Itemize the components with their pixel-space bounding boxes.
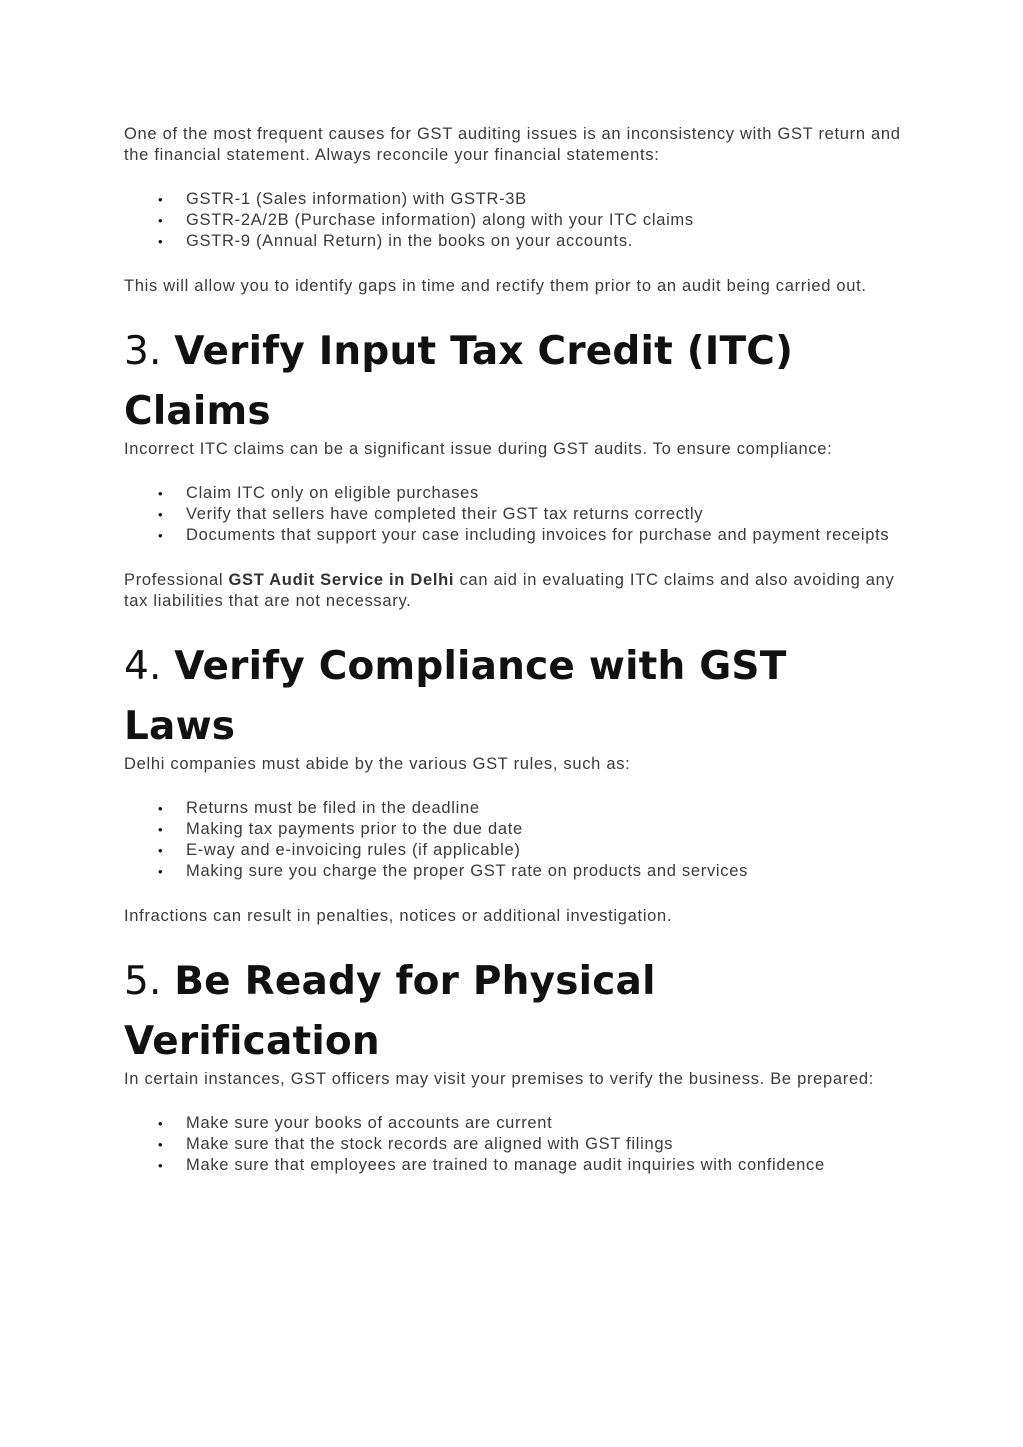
list-item: • GSTR-9 (Annual Return) in the books on your accounts. bbox=[158, 232, 634, 250]
bullet-icon: • bbox=[158, 822, 164, 837]
intro-closing-paragraph: This will allow you to identify gaps in time and rectify them prior to an audit being carried out. bbox=[124, 277, 867, 295]
list-item: • Making sure you charge the proper GST rate on products and services bbox=[158, 862, 749, 880]
intro-paragraph: One of the most frequent causes for GST auditing issues is an inconsistency with GST return and the financial statement. Always reconcile your financial statements: bbox=[124, 125, 901, 164]
list-item: • Make sure your books of accounts are current bbox=[158, 1114, 553, 1132]
document-page bbox=[124, 124, 909, 1200]
section-3-list bbox=[124, 483, 909, 546]
section-5-paragraph: In certain instances, GST officers may visit your premises to verify the business. Be prepared: bbox=[124, 1070, 875, 1088]
list-item: • Documents that support your case including invoices for purchase and payment receipts bbox=[158, 526, 890, 544]
section-4-heading bbox=[124, 637, 909, 757]
bullet-icon: • bbox=[158, 1137, 164, 1152]
section-5-list bbox=[124, 1113, 909, 1176]
list-item: • Claim ITC only on eligible purchases bbox=[158, 484, 479, 502]
list-item: • Making tax payments prior to the due date bbox=[158, 820, 523, 838]
gst-audit-service-highlight: GST Audit Service in Delhi bbox=[228, 571, 455, 589]
bullet-icon: • bbox=[158, 843, 164, 858]
bullet-icon: • bbox=[158, 507, 164, 522]
list-item: • E-way and e-invoicing rules (if applicable) bbox=[158, 841, 521, 859]
intro-list bbox=[124, 189, 909, 252]
section-number: 3. bbox=[124, 329, 162, 374]
section-4-closing-paragraph: Infractions can result in penalties, notices or additional investigation. bbox=[124, 907, 673, 925]
section-title: Verify Input Tax Credit (ITC) Claims bbox=[124, 329, 794, 434]
section-title: Verify Compliance with GST Laws bbox=[124, 644, 787, 749]
bullet-icon: • bbox=[158, 486, 164, 501]
section-number: 5. bbox=[124, 959, 162, 1004]
list-item: • Returns must be filed in the deadline bbox=[158, 799, 480, 817]
section-4-list bbox=[124, 798, 909, 882]
bullet-icon: • bbox=[158, 234, 164, 249]
section-3-heading bbox=[124, 322, 909, 442]
section-number: 4. bbox=[124, 644, 162, 689]
section-3-paragraph: Incorrect ITC claims can be a significant issue during GST audits. To ensure compliance: bbox=[124, 440, 833, 458]
list-item: • GSTR-1 (Sales information) with GSTR-3B bbox=[158, 190, 527, 208]
bullet-icon: • bbox=[158, 213, 164, 228]
list-item: • Make sure that the stock records are aligned with GST filings bbox=[158, 1135, 674, 1153]
bullet-icon: • bbox=[158, 864, 164, 879]
section-4-paragraph: Delhi companies must abide by the various GST rules, such as: bbox=[124, 755, 631, 773]
section-title: Be Ready for Physical Verification bbox=[124, 959, 656, 1064]
bullet-icon: • bbox=[158, 528, 164, 543]
list-item: • GSTR-2A/2B (Purchase information) along with your ITC claims bbox=[158, 211, 694, 229]
bullet-icon: • bbox=[158, 192, 164, 207]
list-item: • Make sure that employees are trained to manage audit inquiries with confidence bbox=[158, 1156, 825, 1174]
list-item: • Verify that sellers have completed their GST tax returns correctly bbox=[158, 505, 704, 523]
section-3-closing-paragraph: Professional GST Audit Service in Delhi can aid in evaluating ITC claims and also avoiding any tax liabilities that are not necessary. bbox=[124, 571, 895, 610]
bullet-icon: • bbox=[158, 801, 164, 816]
section-5-heading bbox=[124, 952, 909, 1072]
bullet-icon: • bbox=[158, 1158, 164, 1173]
bullet-icon: • bbox=[158, 1116, 164, 1131]
